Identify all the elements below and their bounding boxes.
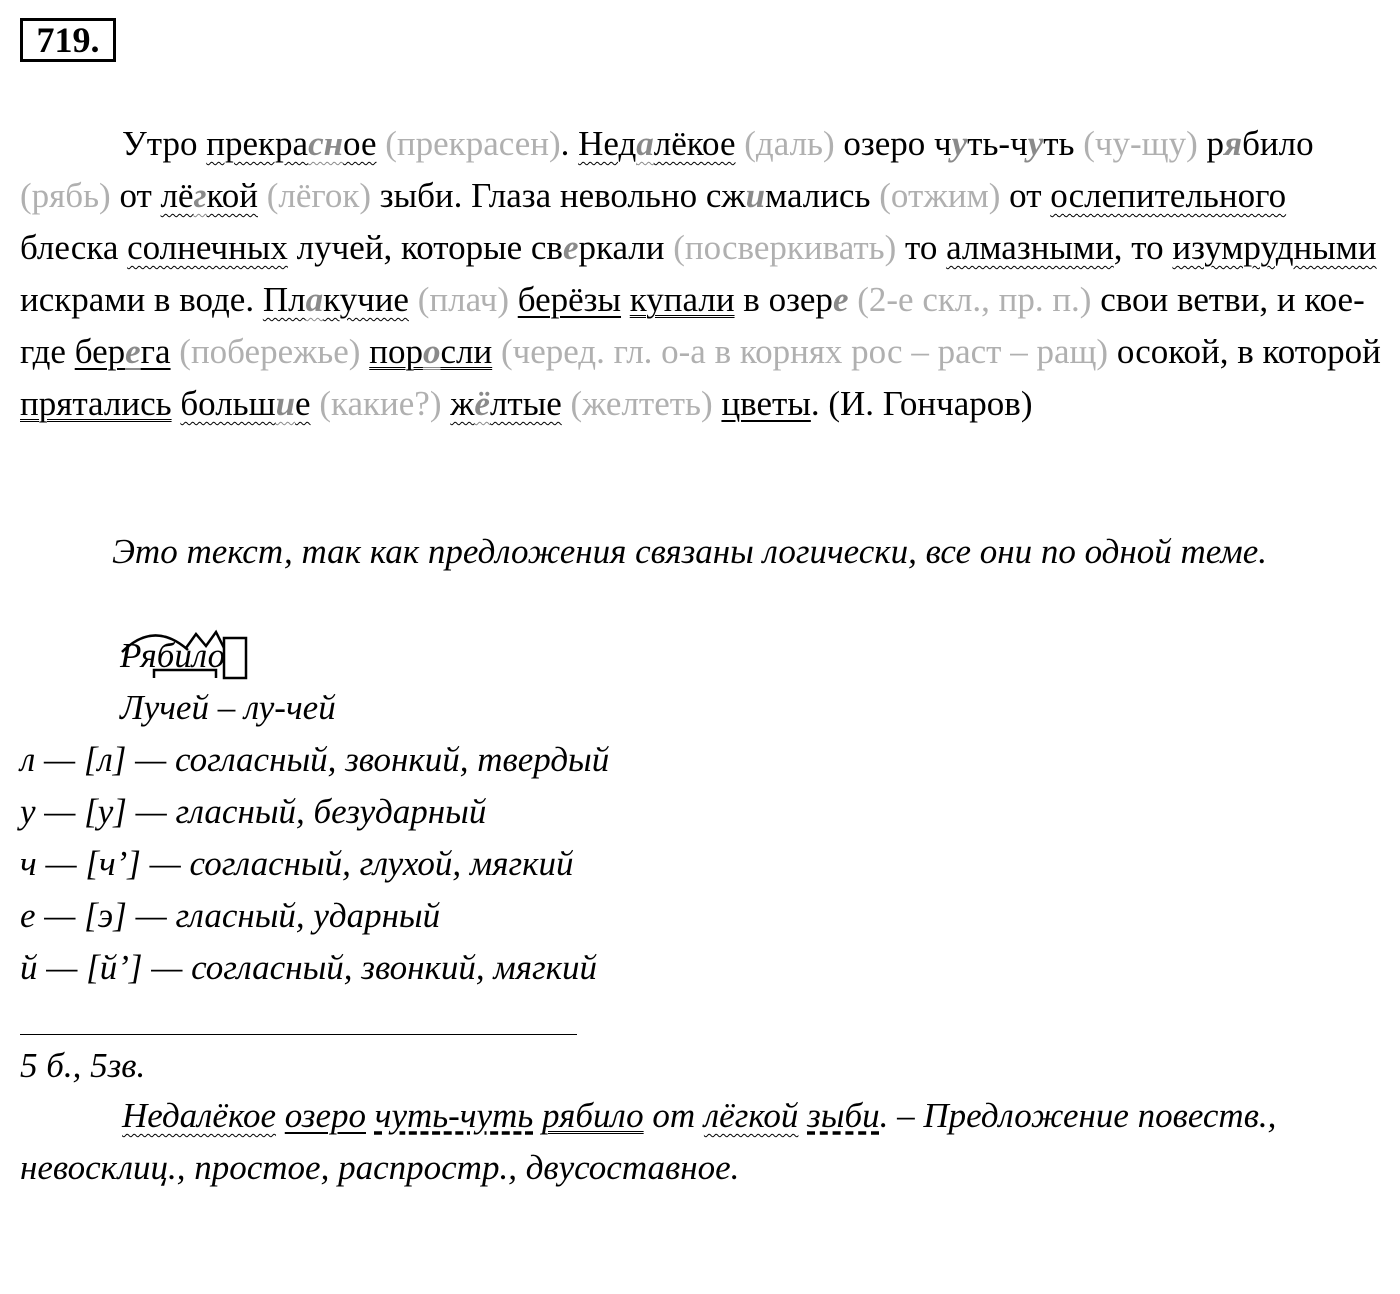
text-segment: лтые [489, 384, 562, 423]
text-segment: ие [380, 384, 415, 423]
text-segment: (пос [673, 228, 738, 267]
text-segment: (черед. гл. о-а в корнях рос – раст – ращ) [492, 332, 1109, 371]
text-segment: (прекра [376, 124, 499, 163]
letter-sound-count: 5 б., 5зв. [20, 1046, 146, 1085]
text-segment: ть [1043, 124, 1084, 163]
text-segment: р [1197, 124, 1225, 163]
text-segment: Нед [578, 124, 637, 163]
text-segment: пор [369, 332, 423, 371]
text-segment: сли [440, 332, 493, 371]
parse-segment [533, 1096, 542, 1135]
text-segment: кучие [323, 280, 409, 319]
morpheme-word: Рябило [120, 636, 226, 675]
text-segment: жье) [293, 332, 361, 371]
text-segment: лучей, которые св [287, 228, 563, 267]
text-segment: алмазными [946, 228, 1114, 267]
text-segment: ж [450, 384, 475, 423]
text-segment: искрами в воде. [20, 280, 263, 319]
sentence-parse [20, 1090, 1382, 1194]
parse-segment [798, 1096, 807, 1135]
text-segment: прекра [206, 124, 309, 163]
text-segment: а [773, 124, 790, 163]
parse-segment: озеро [284, 1096, 366, 1135]
text-segment: берёзы [517, 280, 622, 319]
text-segment: (чу-щу) [1083, 124, 1198, 163]
text-segment: от [110, 176, 161, 215]
syllable-division: Лучей – лу-чей [120, 688, 336, 727]
text-segment: свои ветви, и кое-где [20, 280, 1365, 371]
text-segment: у [1027, 124, 1044, 163]
parse-segment: рябило [542, 1096, 644, 1135]
text-segment: ое [343, 124, 377, 163]
text-segment: ть-ч [967, 124, 1028, 163]
text-segment: (отж [879, 176, 948, 215]
parse-segment [366, 1096, 375, 1135]
text-segment: ч) [479, 280, 509, 319]
text-segment: ль) [789, 124, 835, 163]
text-segment [441, 384, 450, 423]
text-segment [509, 280, 518, 319]
text-segment: цветы [721, 384, 811, 423]
exercise-text [20, 118, 1382, 430]
text-segment: б [65, 176, 84, 215]
parse-segment: зыби [807, 1096, 880, 1135]
text-segment: лёкое [653, 124, 736, 163]
text-segment: то [896, 228, 947, 267]
text-explanation: Это текст, так как предложения связаны логически, все они по одной теме. [112, 532, 1268, 571]
text-segment [360, 332, 369, 371]
text-segment: лё [160, 176, 194, 215]
text-segment: изумрудными [1172, 228, 1377, 267]
text-segment: . (И. Гончаров) [810, 384, 1033, 423]
text-segment: го [311, 176, 343, 215]
parse-segment: лёгкой [703, 1096, 799, 1135]
text-segment: о [422, 332, 441, 371]
text-segment: ослепительного [1050, 176, 1287, 215]
text-segment: блеска [20, 228, 128, 267]
text-segment: у [951, 124, 968, 163]
text-segment: кой [206, 176, 258, 215]
text-segment: (как [310, 384, 381, 423]
text-segment: озеро ч [834, 124, 952, 163]
text-segment: от [1000, 176, 1051, 215]
text-segment: и [745, 176, 766, 215]
text-segment: а [305, 280, 324, 319]
text-segment: е [562, 228, 579, 267]
text-segment: ркали [578, 228, 674, 267]
text-segment: зыби. Глаза невольно сж [371, 176, 746, 215]
phonetic-line: ч — [ч’] — согласный, глухой, мягкий [20, 844, 574, 883]
text-segment: (д [735, 124, 774, 163]
phonetic-line: й — [й’] — согласный, звонкий, мягкий [20, 948, 598, 987]
text-segment: я [1224, 124, 1243, 163]
phonetic-line: у — [у] — гласный, безударный [20, 792, 487, 831]
text-segment: и [275, 384, 296, 423]
text-segment: Утро [122, 124, 207, 163]
text-segment: в озер [734, 280, 833, 319]
text-segment: . [560, 124, 579, 163]
text-segment: осокой, в которой [1108, 332, 1381, 371]
parse-segment: от [643, 1096, 704, 1135]
text-segment: се [498, 124, 531, 163]
text-segment: (2-е скл., пр. п.) [848, 280, 1092, 319]
text-segment: н) [530, 124, 561, 163]
text-segment: ё [474, 384, 490, 423]
text-segment: мались [765, 176, 880, 215]
text-segment: е [605, 384, 622, 423]
text-segment: а [465, 280, 480, 319]
text-segment: било [1242, 124, 1314, 163]
text-segment: купали [629, 280, 735, 319]
text-segment [621, 280, 630, 319]
text-segment: лтеть) [621, 384, 713, 423]
text-segment: ркивать) [769, 228, 897, 267]
text-segment: а [636, 124, 654, 163]
text-segment: ?) [414, 384, 442, 423]
text-segment: е [125, 332, 141, 371]
parse-segment: чуть-чуть [374, 1096, 534, 1135]
phonetic-line: л — [л] — согласный, звонкий, твердый [20, 740, 610, 779]
text-segment: прятались [20, 384, 172, 423]
separator-line [20, 1034, 577, 1035]
text-segment: бер [74, 332, 126, 371]
text-segment: (ж [561, 384, 606, 423]
text-segment: га [140, 332, 171, 371]
exercise-number: 719. [20, 18, 116, 62]
phonetic-line: е — [э] — гласный, ударный [20, 896, 441, 935]
text-segment: сн [308, 124, 344, 163]
text-segment: (побер [170, 332, 278, 371]
text-segment: солнечных [127, 228, 288, 267]
text-segment: и [947, 176, 967, 215]
text-segment: (пл [408, 280, 466, 319]
text-segment: (лё [257, 176, 312, 215]
text-segment: (ря [20, 176, 66, 215]
text-segment: е [277, 332, 294, 371]
text-segment: , то [1113, 228, 1173, 267]
text-segment: Пл [262, 280, 306, 319]
text-segment: ь) [83, 176, 111, 215]
text-segment: е [295, 384, 311, 423]
parse-segment: . – Предложение повеств., невосклиц., простое, распростр., двусоставное. [20, 1096, 1277, 1187]
text-segment: г [193, 176, 207, 215]
text-segment: м) [966, 176, 1001, 215]
text-segment: больш [180, 384, 276, 423]
parse-segment [276, 1096, 285, 1135]
text-segment: к) [342, 176, 372, 215]
text-segment: ве [737, 228, 770, 267]
text-segment: е [832, 280, 849, 319]
parse-segment: Недалёкое [122, 1096, 277, 1135]
